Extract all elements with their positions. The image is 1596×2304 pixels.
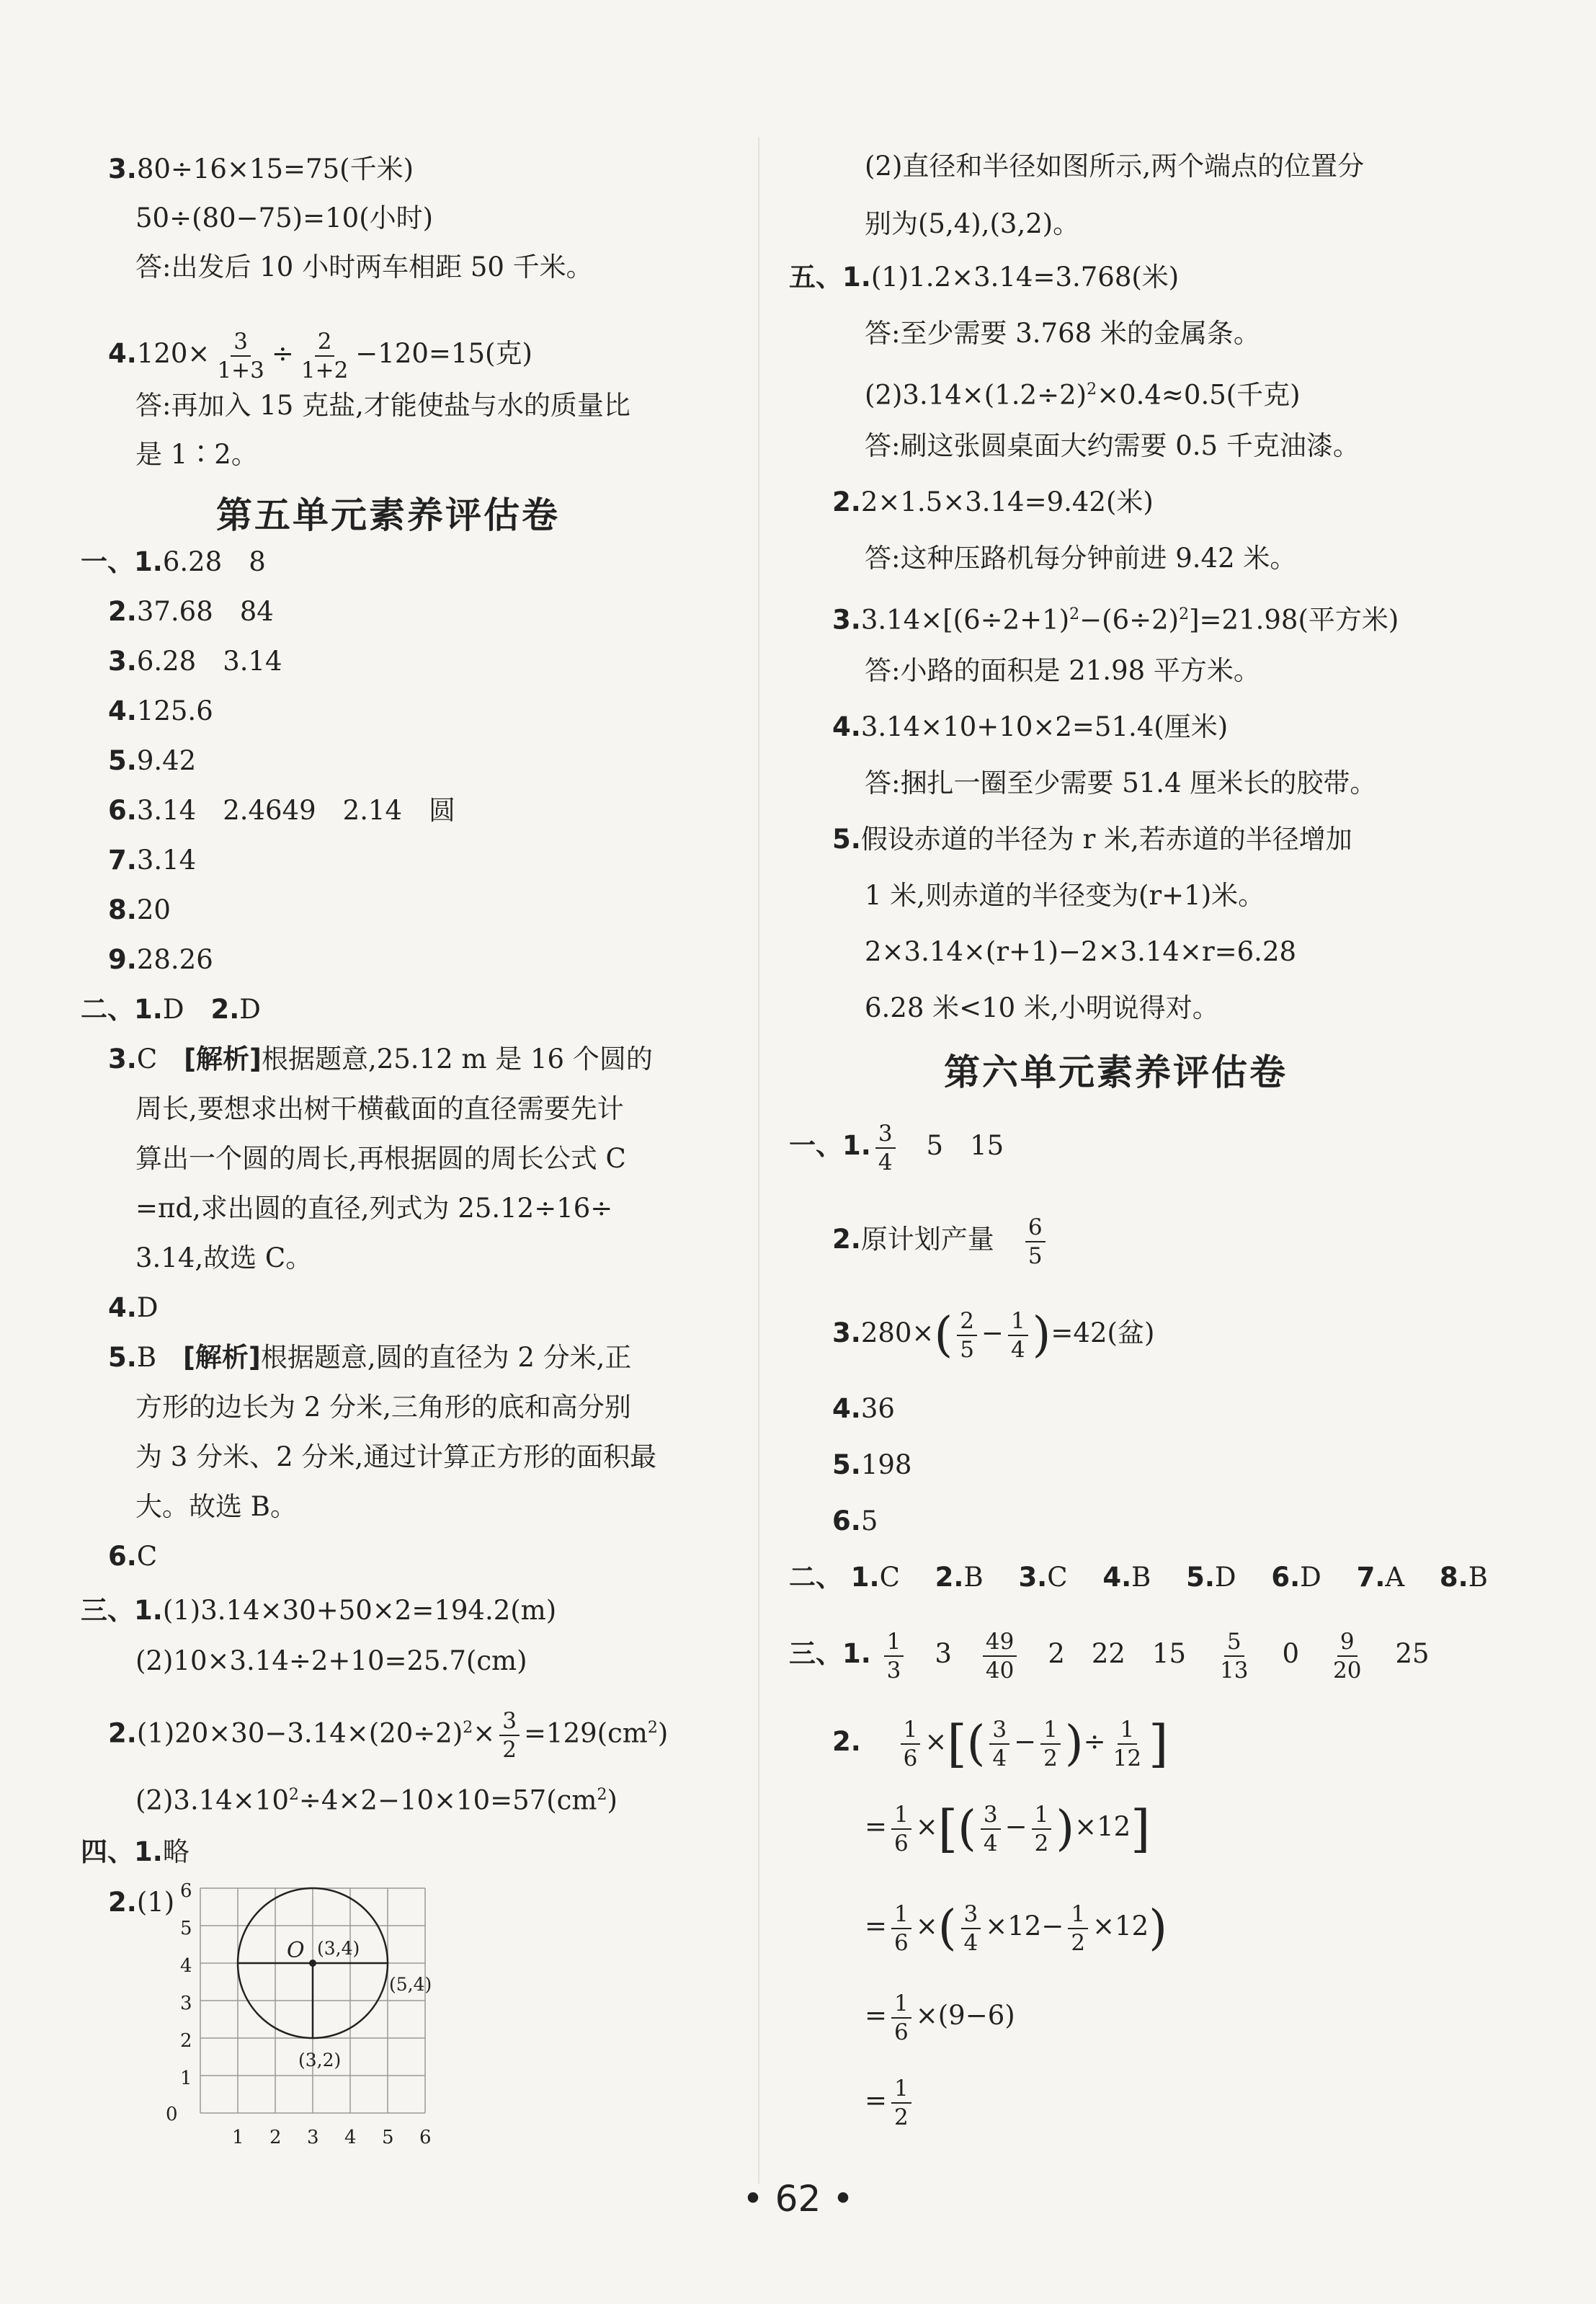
answer-line: 2.(1) [108,1887,175,1918]
answer-line: 4.120× $\frac{3}{1+3}$ ÷ $\frac{2}{1+2}$ −120=15(克) [108,328,532,383]
answer-line: 4.125.6 [108,695,213,726]
answer-line: $(2)3.14\times 10^2\div 4\times 2-10\times 10=57(cm^2)$ [135,1784,618,1816]
answer-line: 3.80÷16×15=75(千米) [108,154,414,184]
x-tick: 2 [269,2127,282,2148]
answer-line: 一、1. $\frac{3}{4}$ 5 15 [789,1120,1004,1175]
answer-line: 为 3 分米、2 分米,通过计算正方形的面积最 [135,1441,657,1472]
unit5-title: 第五单元素养评估卷 [216,494,560,536]
answer-line: 5.假设赤道的半径为 r 米,若赤道的半径增加 [832,824,1352,855]
answer-line: 9.28.26 [108,944,213,975]
y-tick: 3 [180,1993,192,2014]
y-tick: 2 [180,2030,192,2052]
center-point [309,1960,316,1967]
answer-line: 50÷(80−75)=10(小时) [135,203,434,233]
answer-line: =πd,求出圆的直径,列式为 25.12÷16÷ [135,1193,613,1224]
calc-step-5: = $\frac{1}{2}$ [865,2068,916,2133]
answer-line: 答:这种压路机每分钟前进 9.42 米。 [865,543,1297,574]
answer-line: 大。故选 B。 [135,1491,297,1522]
page-number: • 62 • [742,2178,854,2220]
answer-line: 6.28 米<10 米,小明说得对。 [865,992,1219,1023]
answer-line: $(2)3.14\times(1.2\div 2)^2\times 0.4\approx 0.5$(千克) [865,379,1301,411]
answer-line: 1 米,则赤道的半径变为(r+1)米。 [865,880,1265,911]
unit6-title: 第六单元素养评估卷 [944,1051,1288,1093]
calc-step-1: 2. $\frac{1}{6}$ ×[( $\frac{3}{4}$ − $\frac{1}{2}$ )÷ $\frac{1}{12}$ ] [832,1714,1169,1774]
y-tick: 6 [180,1882,192,1902]
answer-line: $3.3.14\times[(6\div 2+1)^2-(6\div 2)^2]=21.98$(平方米) [832,604,1399,636]
answer-line: 3.6.28 3.14 [108,646,282,677]
answer-line: 5.B [解析]根据题意,圆的直径为 2 分米,正 [108,1342,632,1373]
calc-step-2: = $\frac{1}{6}$ ×[( $\frac{3}{4}$ − $\frac{1}{2}$ )×12] [865,1799,1151,1859]
x-tick: 6 [419,2127,432,2148]
column-divider [758,137,759,2184]
answer-line: 二、1.D 2.D [81,994,261,1025]
answer-line: 6.3.14 2.4649 2.14 圆 [108,795,456,826]
calc-step-3: = $\frac{1}{6}$ ×( $\frac{3}{4}$ ×12− $\frac{1}{2}$ ×12) [865,1900,1167,1956]
answer-line: 二、 1.C 2.B 3.C 4.B 5.D 6.D 7.A 8.B [789,1562,1488,1593]
y-tick: 1 [180,2068,192,2089]
answer-line: 答:出发后 10 小时两车相距 50 千米。 [135,252,593,283]
answer-line: 方形的边长为 2 分米,三角形的底和高分别 [135,1392,631,1423]
answer-line: 4.36 [832,1393,895,1424]
answer-line: 6.C [108,1541,158,1572]
x-tick: 5 [382,2127,394,2148]
answer-line: 4.3.14×10+10×2=51.4(厘米) [832,711,1229,742]
y-tick: 5 [180,1918,192,1939]
answer-line: 三、1. $\frac{1}{3}$ 3 $\frac{49}{40}$ 2 22 15 $\frac{5}{13}$ 0 $\frac{9}{20}$ 25 [789,1628,1430,1683]
answer-line: 四、1.略 [81,1836,190,1867]
answer-line: 五、1.(1)1.2×3.14=3.768(米) [789,262,1180,293]
x-tick: 4 [344,2127,357,2148]
answer-line: 3.14,故选 C。 [135,1242,313,1273]
center-label: O [287,1938,305,1963]
x-tick: 1 [232,2127,244,2148]
answer-line: 三、1.(1)3.14×30+50×2=194.2(m) [81,1595,557,1626]
x-tick: 3 [307,2127,319,2148]
answer-line: 一、1.6.28 8 [81,546,266,577]
answer-line: (2)10×3.14÷2+10=25.7(cm) [135,1645,527,1676]
coordinate-grid-figure [166,1882,504,2163]
answer-line: 答:至少需要 3.768 米的金属条。 [865,318,1260,349]
x-tick: 0 [166,2104,178,2125]
answer-line: 3.C [解析]根据题意,25.12 m 是 16 个圆的 [108,1044,653,1075]
answer-line: $2.(1)20\times 30-3.14\times(20\div 2)^2\times$ $\frac{3}{2}$ $=129(cm^2)$ [108,1707,669,1763]
answer-line: 7.3.14 [108,845,197,876]
answer-line: 算出一个圆的周长,再根据圆的周长公式 C [135,1143,626,1174]
answer-line: 2×3.14×(r+1)−2×3.14×r=6.28 [865,936,1297,967]
answer-line: 周长,要想求出树干横截面的直径需要先计 [135,1093,624,1124]
answer-line: 8.20 [108,894,171,925]
answer-line: 2.原计划产量 $\frac{6}{5}$ [832,1207,1050,1272]
answer-line: (2)直径和半径如图所示,两个端点的位置分 [865,151,1365,182]
answer-line: 5.198 [832,1449,912,1480]
answer-line: 5.9.42 [108,745,197,776]
right-endpoint-coordinate: (5,4) [389,1974,432,1995]
answer-line: 3.280×( $\frac{2}{5}$ − $\frac{1}{4}$ )=42(盆) [832,1307,1155,1363]
answer-line: 答:小路的面积是 21.98 平方米。 [865,655,1260,686]
answer-line: 6.5 [832,1505,878,1536]
answer-line: 答:刷这张圆桌面大约需要 0.5 千克油漆。 [865,430,1360,461]
y-tick: 4 [180,1955,192,1977]
answer-line: 答:再加入 15 克盐,才能使盐与水的质量比 [135,390,630,421]
answer-line: 4.D [108,1292,159,1323]
answer-line: 是 1∶2。 [135,439,258,470]
answer-line: 答:捆扎一圈至少需要 51.4 厘米长的胶带。 [865,768,1377,799]
answer-line: 别为(5,4),(3,2)。 [865,208,1080,239]
answer-line: 2.2×1.5×3.14=9.42(米) [832,486,1154,517]
bottom-endpoint-coordinate: (3,2) [298,2050,342,2071]
center-coordinate: (3,4) [317,1938,360,1959]
calc-step-4: = $\frac{1}{6}$ ×(9−6) [865,1990,1015,2045]
answer-line: 2.37.68 84 [108,596,274,627]
